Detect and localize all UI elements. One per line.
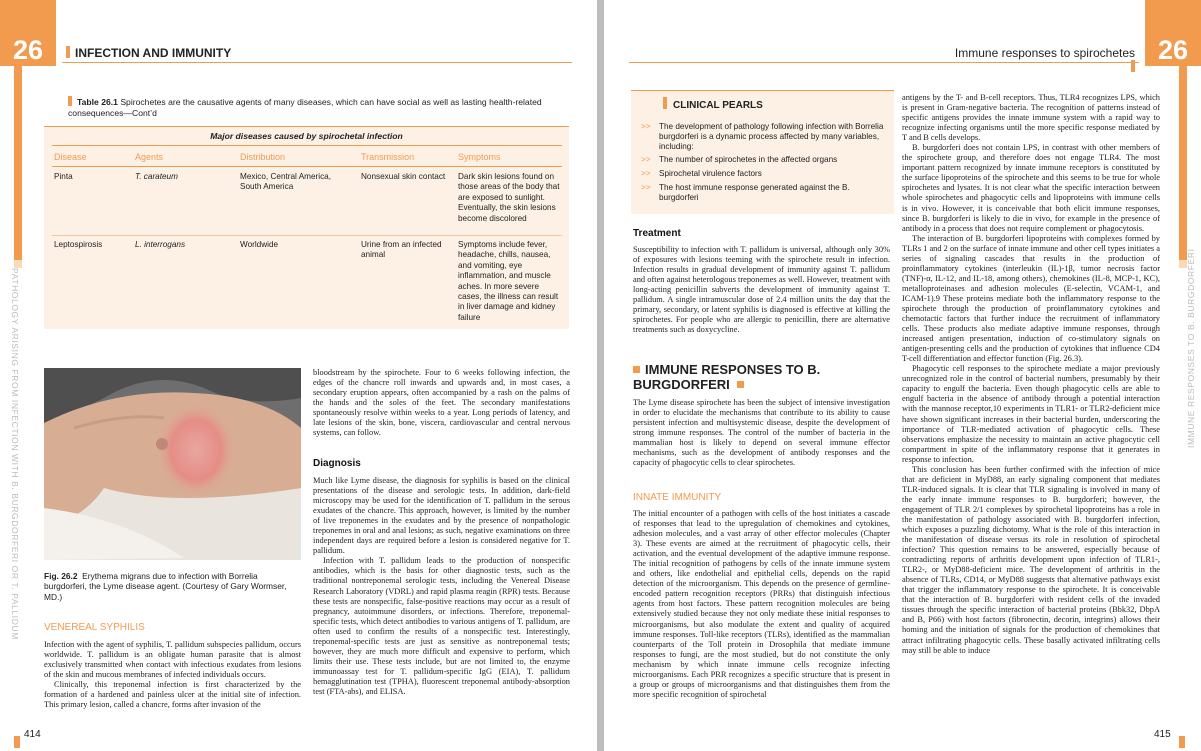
- section-heading-venereal-syphilis: VENEREAL SYPHILIS: [44, 622, 145, 633]
- left-page: [0, 0, 597, 751]
- book-gutter: [597, 0, 604, 751]
- table-header-distribution: Distribution: [240, 152, 286, 162]
- section-heading-innate-immunity: INNATE IMMUNITY: [633, 492, 722, 503]
- running-head: INFECTION AND IMMUNITY: [66, 46, 231, 60]
- table-cell: Urine from an infected animal: [361, 240, 442, 260]
- treatment-text: Susceptibility to infection with T. pallidum is universal, although only 30% of exposures with lesions teeming with the spirochete result in infection. Infection results in gradual development of immunity against T. pallidum and often against heterologous treponemes as well. However, treatment with long-acting penicillin subverts the development of immunity against T. pallidum. A single intramuscular dose of 2.4 million units the day that the primary, secondary, or latent syphilis is diagnosed is effective at killing the spirochetes. For people who are allergic to penicillin, there are alternative treatments such as doxycycline.: [633, 245, 890, 335]
- pearl-item: >> The number of spirochetes in the affected organs: [641, 155, 838, 164]
- table-26-1: [44, 126, 569, 329]
- heading-bar-icon: [66, 46, 70, 58]
- table-cell: Leptospirosis: [54, 240, 103, 249]
- immune-responses-text: The Lyme disease spirochete has been the subject of intensive investigation in order to elucidate the mechanisms that contribute to its ability to cause persistent infection and multisystemic disease, despite the development of strong immune responses. The control of the number of bacteria in the mammalian host is likely to depend on several immune effector mechanisms, such as the development of antibody responses and the capacity of phagocytic cells to clear spirochetes.: [633, 398, 890, 468]
- diagnosis-text: Much like Lyme disease, the diagnosis for syphilis is based on the clinical presentations of the disease and serologic tests. In addition, dark-field microscopy may be used for the identification of T. pallidum in the serous exudates of the chancre. This approach, however, is limited by the number of live treponemes in the exudates and by the presence of nonpathologic treponemes in oral and anal lesions; as such, negative examinations on three independent days are required before a lesion is considered negative for T. pallidum. Infection with T. pallidum leads to the production of nonspecific antibodies, which is the basis for other diagnostic tests, such as the traditional nontreponemal serologic tests, including the Venereal Disease Research Laboratory (VDRL) and rapid plasma reagin (RPR) tests. Because these tests are nonspecific, false-positive reactions may occur as a result of pregnancy, autoimmune disorders, or infections. Therefore, treponemal-specific tests, which detect antibodies to various antigens of T. pallidum, are often used to confirm the results of a nonspecific test. Interestingly, treponemal-specific tests are just as sensitive as nontreponemal tests; however, they are much more difficult and expensive to perform, which limits their use. These tests include, but are not limited to, the enzyme immunoassay test for T. pallidum-specific IgG (EIA), T. pallidum hemagglutination test (TPHA), fluorescent treponemal antibody-absorption test (FTA-abs), and ELISA.: [313, 476, 570, 696]
- clinical-pearls-box: [631, 90, 894, 214]
- footer-bar: [14, 736, 20, 748]
- table-caption: Table 26.1 Spirochetes are the causative agents of many diseases, which can have social as well as lasting health-related consequences—Cont’d: [68, 97, 542, 118]
- chapter-number-tab: 26: [1145, 0, 1201, 66]
- section-heading-diagnosis: Diagnosis: [313, 458, 361, 469]
- table-header-transmission: Transmission: [361, 152, 415, 162]
- right-page: [604, 0, 1201, 751]
- venereal-syphilis-text: Infection with the agent of syphilis, T. pallidum subspecies pallidum, occurs worldwide. T. pallidum is an obligate human parasite that is almost exclusively transmitted when contact with infectious exudates from lesions of the skin and mucous membranes of infected individuals occurs. Clinically, this treponemal infection is first characterized by the formation of a hardened and painless ulcer at the initial site of infection. This primary lesion, called a chancre, forms after invasion of the: [44, 640, 301, 710]
- section-heading-immune-responses: IMMUNE RESPONSES TO B. BURGDORFERI: [633, 362, 821, 392]
- figure-caption: Fig. 26.2 Erythema migrans due to infection with Borrelia burgdorferi, the Lyme disease agent. (Courtesy of Gary Wormser, MD.): [44, 571, 287, 602]
- page-number: 414: [24, 729, 41, 740]
- page-number: 415: [1154, 729, 1171, 740]
- table-cell: Nonsexual skin contact: [361, 172, 446, 181]
- table-cell: Pinta: [54, 172, 73, 181]
- header-rule: [629, 62, 1139, 63]
- running-head: Immune responses to spirochetes: [947, 46, 1135, 74]
- footer-bar: [1179, 736, 1185, 748]
- side-label: PATHOLOGY ARISING FROM INFECTION WITH B. BURGDORFERI OR T. PALLIDUM: [10, 268, 20, 640]
- pearl-item: >> The host immune response generated against the B. burgdorferi: [641, 183, 850, 203]
- table-cell: Mexico, Central America, South America: [240, 172, 332, 192]
- table-cell: Symptoms include fever, headache, chills, nausea, and vomiting, eye inflammation, and muscle aches. In more severe cases, the illness can result in liver damage and kidney failure: [458, 240, 559, 322]
- table-cell: Dark skin lesions found on those areas of the body that are exposed to sunlight. Eventually, the skin lesions become discolored: [458, 172, 560, 223]
- side-label: IMMUNE RESPONSES TO B. BURGDORFERI: [1186, 248, 1196, 448]
- clinical-pearls-title: CLINICAL PEARLS: [663, 97, 763, 111]
- table-header-disease: Disease: [54, 152, 87, 162]
- column-two-text: antigens by the T- and B-cell receptors. Thus, TLR4 recognizes LPS, which is present in Gram-negative bacteria. The recognition of patterns instead of specific antigens provides the innate immune system with a rapid way to recognize infecting organisms until the more specific response mediated by T and B cells develops. B. burgdorferi does not contain LPS, in contrast with other members of the spirochete group, and therefore does not engage TLR4. The most important pattern recognized by innate immune receptors is constituted by the surface lipoproteins of the spirochete and this seems to be true for whole spirochetes and lysates. It is not clear what the specific interaction between whole spirochetes and phagocytic cells and lipoproteins with immune cells is in vivo. However, it is conceivable that both elicit immune responses, since B. burgdorferi is likely to die in vivo, for example in the presence of antibody in a process that does not require complement or phagocytosis. The interaction of B. burgdorferi lipoproteins with complexes formed by TLRs 1 and 2 on the surface of innate immune and other cell types initiates a series of signaling cascades that results in the production of proinflammatory cytokines (interleukin (IL)-1β, tumor necrosis factor (TNF)-α, IL-12, and IL-18, among others), chemokines (IL-8, MCP-1, KC), metalloproteinases and adhesion molecules (E-selectin, VCAM-1, and ICAM-1).9 These proteins mediate both the inflammatory response to the spirochete through the production of proinflammatory cytokines and chemotactic factors that further induce the recruitment of inflammatory cells. These products also mediate adaptive immune responses, through increased antigen presentation, induction of co-stimulatory signals on antigen-presenting cells and the production of cytokines that influence CD4 T-cell differentiation and effector function (Fig. 26.3). Phagocytic cell responses to the spirochete mediate a major previously unrecognized role in the control of bacterial numbers, presumably by their capacity to engulf the bacteria. Even though phagocytic cells are able to engulf bacteria in the absence of antibody through a potential interaction with the mannose receptor,10 experiments in TLR1- or TLR2-deficient mice have shown significant increases in their bacterial burden, underscoring the importance of TLR-mediated activation of phagocytic cells. These observations emphasize the necessity to maintain an active phagocytic cell compartment in spite of the inflammatory response that it generates in response to infection. This conclusion has been further confirmed with the infection of mice that are deficient in MyD88, an early signaling component that mediates TLR-induced signals. It is clear that TLR signaling is involved in many of the early innate immune responses to B. burgdorferi; however, the engagement of TLR 2/1 complexes by spirochetal lipoproteins has a role in the manifestation of pathology associated with B. burgdorferi infection, which exposes a puzzling dichotomy. What is the role of this interaction in the manifestation of disease versus its role in resolution of spirochetal infection? This question remains to be answered, especially because of contradicting reports of arthritis development upon infection of TLR1-, TLR2-, or MyD88-deficient mice. The development of arthritis in the absence of TLRs, CD14, or MyD88 suggests that alternative pathways exist that trigger the inflammatory response to the spirochete. It is conceivable that the interaction of B. burgdorferi with resident cells of the invaded tissues through the specific interaction of bacterial proteins (Bbk32, DbpA and B, P66) with host factors (fibronectin, decorin, integrins) allows their homing and the initiation of signals for the production of chemokines that attract infiltrating phagocytic cells. These basally activated infiltrating cells may still be able to induce: [902, 93, 1160, 655]
- side-tab-upper: [14, 66, 22, 260]
- chapter-number-tab: 26: [0, 0, 56, 66]
- table-header-agents: Agents: [135, 152, 164, 162]
- table-title: Major diseases caused by spirochetal infection: [210, 131, 403, 141]
- header-rule: [62, 62, 572, 63]
- pearl-item: >> The development of pathology following infection with Borrelia burgdorferi is a dynamic process affected by many variables, including:: [641, 122, 884, 152]
- section-heading-treatment: Treatment: [633, 228, 681, 239]
- innate-immunity-text: The initial encounter of a pathogen with cells of the host initiates a cascade of responses that lead to the upregulation of chemokines and cytokines, adhesion molecules, and a vast array of other effector molecules (Chapter 3). These events are aimed at the recruitment of phagocytic cells, their activation, and the eventual development of the adaptive immune response. The initial recognition of pathogens by cells of the innate immune system and others, like endothelial and epithelial cells, depends on the rapid detection of the microorganism. This depends on the presence of germline-encoded pattern recognition receptors (PRRs) that distinguish infectious agents from host factors. These pattern recognition molecules are being extensively studied because they not only mediate these initial responses to microorganisms, but also modulate the extent and quality of acquired immune responses. Toll-like receptors (TLRs), identified as the mammalian counterparts of the Toll protein in Drosophila that mediate immune responses to fungi, are the most studied, but do not constitute the only mechanism by which innate immune cells recognize infecting microorganisms. Each PRR recognizes a specific structure that is present in a group or groups of microorganisms and that distinguishes them from the more specific recognition of spirochetal: [633, 509, 890, 699]
- side-tab-upper: [1179, 66, 1187, 260]
- table-cell: L. interrogans: [135, 240, 186, 249]
- table-header-symptoms: Symptoms: [458, 152, 501, 162]
- table-cell: T. carateum: [135, 172, 178, 181]
- erythema-migrans-photo: [44, 368, 301, 560]
- pearl-item: >> Spirochetal virulence factors: [641, 169, 762, 178]
- column-two-text: bloodstream by the spirochete. Four to 6 weeks following infection, the edges of the chancre roll inwards and upwards and, in most cases, a secondary eruption appears, often accompanied by a rash on the palms of the hands and the soles of the feet. The secondary manifestations spontaneously resolve within weeks to a year. Long periods of latency, and late lesions of the skin, bone, viscera, cardiovascular and central nervous systems, can follow.: [313, 368, 570, 438]
- table-cell: Worldwide: [240, 240, 279, 249]
- side-tab-marker: [14, 260, 22, 268]
